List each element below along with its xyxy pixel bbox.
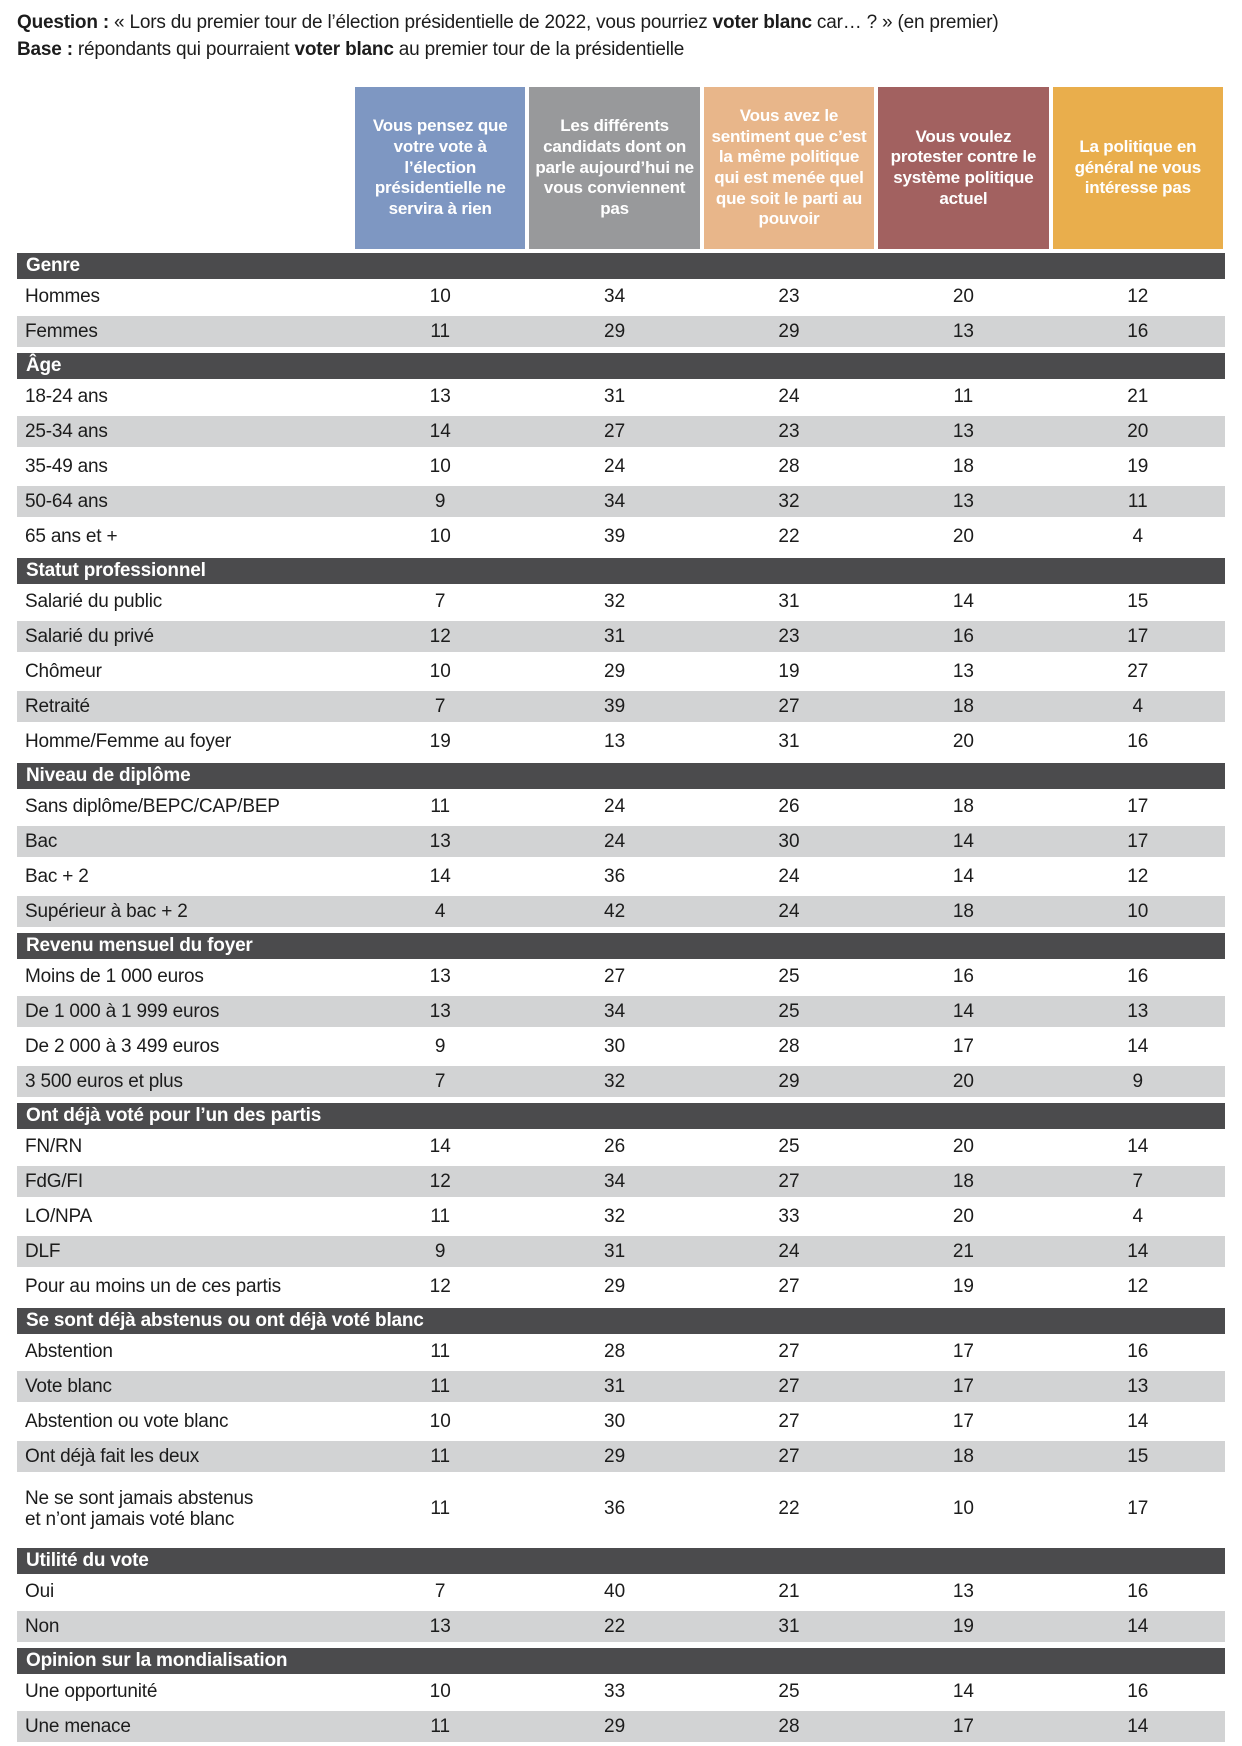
- column-header-label: La politique en général ne vous intéresse pas: [1074, 136, 1201, 198]
- value-cell: 17: [952, 1035, 974, 1057]
- table-row: [17, 689, 1225, 724]
- value-cell: 18: [952, 900, 974, 922]
- table-row: [17, 1064, 1225, 1099]
- value-cell: 14: [1127, 1240, 1149, 1262]
- value-cell: 24: [778, 385, 800, 407]
- table-row: [17, 1474, 1225, 1544]
- value-cell: 11: [953, 385, 974, 407]
- column-header-2: [529, 87, 699, 249]
- value-cell: 22: [778, 525, 800, 547]
- value-cell: 23: [778, 420, 800, 442]
- table-row: [17, 1709, 1225, 1744]
- table-row: [17, 1439, 1225, 1474]
- section-header: [17, 253, 1225, 279]
- row-label: Non: [25, 1615, 60, 1637]
- value-cell: 10: [1127, 900, 1149, 922]
- value-cell: 17: [1127, 830, 1149, 852]
- value-cell: 17: [952, 1410, 974, 1432]
- table-row: [17, 1199, 1225, 1234]
- section-header: [17, 933, 1225, 959]
- value-cell: 14: [429, 420, 451, 442]
- table-row: [17, 379, 1225, 414]
- value-cell: 14: [1127, 1135, 1149, 1157]
- value-cell: 27: [778, 1375, 800, 1397]
- value-cell: 14: [1127, 1035, 1149, 1057]
- value-cell: 32: [604, 1205, 626, 1227]
- value-cell: 18: [952, 455, 974, 477]
- table-row: [17, 414, 1225, 449]
- row-label: 25-34 ans: [25, 420, 108, 442]
- row-label: Abstention: [25, 1340, 113, 1362]
- value-cell: 16: [1127, 1580, 1149, 1602]
- value-cell: 29: [604, 1715, 626, 1737]
- value-cell: 27: [778, 695, 800, 717]
- value-cell: 30: [604, 1410, 626, 1432]
- table-row: [17, 994, 1225, 1029]
- value-cell: 24: [604, 455, 626, 477]
- row-label: Homme/Femme au foyer: [25, 730, 232, 752]
- value-cell: 29: [604, 1445, 626, 1467]
- value-cell: 12: [429, 1275, 451, 1297]
- value-cell: 17: [952, 1375, 974, 1397]
- value-cell: 33: [604, 1680, 626, 1702]
- section-header: [17, 1308, 1225, 1334]
- value-cell: 29: [778, 1070, 800, 1092]
- section-title: Se sont déjà abstenus ou ont déjà voté blanc: [26, 1310, 424, 1331]
- table-row: [17, 1129, 1225, 1164]
- value-cell: 34: [604, 490, 626, 512]
- table-row: [17, 859, 1225, 894]
- value-cell: 23: [778, 625, 800, 647]
- value-cell: 34: [604, 1170, 626, 1192]
- value-cell: 17: [1127, 1498, 1149, 1519]
- base-bold: voter blanc: [294, 39, 394, 60]
- value-cell: 20: [952, 730, 974, 752]
- row-label: De 1 000 à 1 999 euros: [25, 1000, 220, 1022]
- table-row: [17, 1674, 1225, 1709]
- row-label: Retraité: [25, 695, 90, 717]
- section-header: [17, 1103, 1225, 1129]
- value-cell: 42: [604, 900, 626, 922]
- value-cell: 11: [430, 1715, 451, 1737]
- row-label: Salarié du privé: [25, 625, 154, 647]
- value-cell: 7: [434, 1070, 446, 1092]
- row-label: 65 ans et +: [25, 525, 118, 547]
- value-cell: 27: [778, 1340, 800, 1362]
- value-cell: 12: [429, 1170, 451, 1192]
- value-cell: 14: [952, 1000, 974, 1022]
- row-label: Supérieur à bac + 2: [25, 900, 188, 922]
- section-title: Âge: [26, 355, 62, 376]
- value-cell: 25: [778, 1135, 800, 1157]
- value-cell: 21: [1127, 385, 1149, 407]
- table-row: [17, 654, 1225, 689]
- question-label: Question :: [17, 12, 109, 33]
- value-cell: 9: [1132, 1070, 1144, 1092]
- value-cell: 26: [604, 1135, 626, 1157]
- value-cell: 14: [952, 1680, 974, 1702]
- value-cell: 14: [952, 830, 974, 852]
- table-row: [17, 1404, 1225, 1439]
- value-cell: 27: [604, 420, 626, 442]
- row-label: 35-49 ans: [25, 455, 108, 477]
- value-cell: 13: [1127, 1000, 1149, 1022]
- value-cell: 7: [1132, 1170, 1144, 1192]
- section-header: [17, 763, 1225, 789]
- value-cell: 9: [434, 1035, 446, 1057]
- column-headers: [17, 87, 1225, 249]
- section-title: Revenu mensuel du foyer: [26, 935, 253, 956]
- row-label: Ont déjà fait les deux: [25, 1445, 200, 1467]
- value-cell: 19: [952, 1615, 974, 1637]
- table-row: [17, 1029, 1225, 1064]
- value-cell: 27: [778, 1275, 800, 1297]
- value-cell: 28: [604, 1340, 626, 1362]
- row-label: FN/RN: [25, 1135, 83, 1157]
- value-cell: 21: [778, 1580, 800, 1602]
- row-label: Abstention ou vote blanc: [25, 1410, 229, 1432]
- section-title: Opinion sur la mondialisation: [26, 1650, 288, 1671]
- table-row: [17, 619, 1225, 654]
- value-cell: 29: [604, 320, 626, 342]
- base-line: [17, 36, 1242, 63]
- value-cell: 11: [430, 320, 451, 342]
- section-title: Niveau de diplôme: [26, 765, 191, 786]
- column-header-3: [704, 87, 874, 249]
- value-cell: 29: [604, 1275, 626, 1297]
- value-cell: 33: [778, 1205, 800, 1227]
- column-header-label: Les différents candidats dont on parle aujourd’hui ne vous conviennent pas: [535, 116, 694, 219]
- value-cell: 31: [778, 1615, 800, 1637]
- row-label: Femmes: [25, 320, 98, 342]
- table-row: [17, 519, 1225, 554]
- table-area: [17, 87, 1225, 1744]
- table-row: [17, 1609, 1225, 1644]
- value-cell: 16: [1127, 320, 1149, 342]
- question-line: [17, 9, 1242, 36]
- value-cell: 10: [952, 1498, 974, 1519]
- crosstab-table: [17, 253, 1225, 1744]
- value-cell: 17: [952, 1340, 974, 1362]
- row-label: Vote blanc: [25, 1375, 112, 1397]
- value-cell: 17: [1127, 795, 1149, 817]
- base-label: Base :: [17, 39, 73, 60]
- value-cell: 32: [604, 590, 626, 612]
- column-header-label: Vous avez le sentiment que c’est la même politique qui est menée quel que soit le parti au pouvoir: [711, 105, 867, 229]
- value-cell: 13: [429, 830, 451, 852]
- column-header-4: [878, 87, 1048, 249]
- value-cell: 30: [604, 1035, 626, 1057]
- value-cell: 17: [952, 1715, 974, 1737]
- column-header-label: Vous pensez que votre vote à l’élection présidentielle ne servira à rien: [372, 116, 508, 219]
- value-cell: 20: [952, 525, 974, 547]
- value-cell: 28: [778, 1035, 800, 1057]
- value-cell: 17: [1127, 625, 1149, 647]
- value-cell: 24: [604, 830, 626, 852]
- value-cell: 13: [952, 1580, 974, 1602]
- value-cell: 4: [1132, 1205, 1144, 1227]
- value-cell: 20: [952, 1205, 974, 1227]
- table-row: [17, 449, 1225, 484]
- value-cell: 10: [429, 285, 451, 307]
- value-cell: 30: [778, 830, 800, 852]
- value-cell: 24: [778, 900, 800, 922]
- value-cell: 28: [778, 1715, 800, 1737]
- value-cell: 7: [434, 1580, 446, 1602]
- value-cell: 11: [430, 1375, 451, 1397]
- section-header: [17, 1548, 1225, 1574]
- value-cell: 32: [604, 1070, 626, 1092]
- value-cell: 32: [778, 490, 800, 512]
- value-cell: 25: [778, 1680, 800, 1702]
- header-spacer: [17, 87, 353, 249]
- value-cell: 16: [1127, 965, 1149, 987]
- value-cell: 11: [430, 1445, 451, 1467]
- value-cell: 12: [1127, 285, 1149, 307]
- table-row: [17, 1269, 1225, 1304]
- value-cell: 36: [604, 865, 626, 887]
- value-cell: 18: [952, 695, 974, 717]
- row-label: De 2 000 à 3 499 euros: [25, 1035, 220, 1057]
- value-cell: 14: [952, 590, 974, 612]
- value-cell: 22: [604, 1615, 626, 1637]
- table-row: [17, 279, 1225, 314]
- value-cell: 27: [778, 1170, 800, 1192]
- value-cell: 15: [1127, 590, 1149, 612]
- section-header: [17, 1648, 1225, 1674]
- section-title: Utilité du vote: [26, 1550, 149, 1571]
- value-cell: 11: [430, 795, 451, 817]
- value-cell: 29: [778, 320, 800, 342]
- value-cell: 24: [778, 1240, 800, 1262]
- value-cell: 24: [778, 865, 800, 887]
- table-row: [17, 894, 1225, 929]
- value-cell: 13: [429, 965, 451, 987]
- value-cell: 34: [604, 1000, 626, 1022]
- value-cell: 20: [1127, 420, 1149, 442]
- table-row: [17, 1334, 1225, 1369]
- value-cell: 39: [604, 695, 626, 717]
- value-cell: 7: [434, 695, 446, 717]
- row-label: Chômeur: [25, 660, 102, 682]
- value-cell: 20: [952, 1070, 974, 1092]
- value-cell: 10: [429, 660, 451, 682]
- section-header: [17, 353, 1225, 379]
- value-cell: 9: [434, 490, 446, 512]
- row-label: Bac + 2: [25, 865, 89, 887]
- value-cell: 10: [429, 525, 451, 547]
- question-text: « Lors du premier tour de l’élection présidentielle de 2022, vous pourriez: [108, 12, 713, 33]
- value-cell: 14: [1127, 1410, 1149, 1432]
- column-header-5: [1053, 87, 1223, 249]
- value-cell: 27: [604, 965, 626, 987]
- value-cell: 10: [429, 1680, 451, 1702]
- row-label: Une opportunité: [25, 1680, 158, 1702]
- value-cell: 12: [429, 625, 451, 647]
- row-label: Hommes: [25, 285, 100, 307]
- row-label: Moins de 1 000 euros: [25, 965, 204, 987]
- value-cell: 14: [429, 1135, 451, 1157]
- row-label: Bac: [25, 830, 58, 852]
- value-cell: 31: [604, 625, 626, 647]
- value-cell: 18: [952, 1445, 974, 1467]
- row-label: FdG/FI: [25, 1170, 83, 1192]
- table-row: [17, 1234, 1225, 1269]
- value-cell: 13: [604, 730, 626, 752]
- value-cell: 13: [429, 1000, 451, 1022]
- value-cell: 25: [778, 1000, 800, 1022]
- value-cell: 4: [1132, 695, 1144, 717]
- value-cell: 13: [952, 490, 974, 512]
- value-cell: 7: [434, 590, 446, 612]
- value-cell: 13: [429, 385, 451, 407]
- row-label: Sans diplôme/BEPC/CAP/BEP: [25, 795, 280, 817]
- value-cell: 19: [952, 1275, 974, 1297]
- value-cell: 11: [1127, 490, 1148, 512]
- value-cell: 10: [429, 1410, 451, 1432]
- table-row: [17, 959, 1225, 994]
- table-row: [17, 314, 1225, 349]
- value-cell: 19: [429, 730, 451, 752]
- value-cell: 11: [430, 1340, 451, 1362]
- value-cell: 31: [604, 1375, 626, 1397]
- value-cell: 34: [604, 285, 626, 307]
- value-cell: 39: [604, 525, 626, 547]
- value-cell: 13: [952, 420, 974, 442]
- value-cell: 11: [430, 1205, 451, 1227]
- value-cell: 14: [1127, 1615, 1149, 1637]
- value-cell: 15: [1127, 1445, 1149, 1467]
- value-cell: 27: [778, 1445, 800, 1467]
- value-cell: 14: [429, 865, 451, 887]
- value-cell: 13: [952, 320, 974, 342]
- row-label: Salarié du public: [25, 590, 163, 612]
- section-title: Ont déjà voté pour l’un des partis: [26, 1105, 322, 1126]
- row-label: Oui: [25, 1580, 54, 1602]
- value-cell: 22: [778, 1498, 800, 1519]
- value-cell: 11: [430, 1498, 451, 1519]
- table-row: [17, 484, 1225, 519]
- row-label: 3 500 euros et plus: [25, 1070, 183, 1092]
- value-cell: 23: [778, 285, 800, 307]
- column-header-label: Vous voulez protester contre le système politique actuel: [890, 126, 1037, 208]
- value-cell: 27: [1127, 660, 1149, 682]
- value-cell: 16: [952, 965, 974, 987]
- value-cell: 14: [1127, 1715, 1149, 1737]
- value-cell: 24: [604, 795, 626, 817]
- value-cell: 10: [429, 455, 451, 477]
- table-row: [17, 584, 1225, 619]
- section-title: Statut professionnel: [26, 560, 206, 581]
- row-label: 18-24 ans: [25, 385, 108, 407]
- value-cell: 19: [1127, 455, 1149, 477]
- value-cell: 12: [1127, 1275, 1149, 1297]
- value-cell: 9: [434, 1240, 446, 1262]
- value-cell: 31: [778, 590, 800, 612]
- table-row: [17, 789, 1225, 824]
- value-cell: 25: [778, 965, 800, 987]
- table-row: [17, 1369, 1225, 1404]
- value-cell: 36: [604, 1498, 626, 1519]
- value-cell: 4: [1132, 525, 1144, 547]
- value-cell: 16: [1127, 1340, 1149, 1362]
- value-cell: 29: [604, 660, 626, 682]
- question-tail: car… ? » (en premier): [811, 12, 999, 33]
- base-tail: au premier tour de la présidentielle: [393, 39, 685, 60]
- row-label: Une menace: [25, 1715, 131, 1737]
- row-label: DLF: [25, 1240, 61, 1262]
- value-cell: 31: [604, 385, 626, 407]
- table-row: [17, 724, 1225, 759]
- column-header-1: [355, 87, 525, 249]
- section-title: Genre: [26, 255, 80, 276]
- value-cell: 18: [952, 795, 974, 817]
- value-cell: 4: [434, 900, 446, 922]
- table-row: [17, 1164, 1225, 1199]
- value-cell: 31: [604, 1240, 626, 1262]
- section-header: [17, 558, 1225, 584]
- value-cell: 19: [778, 660, 800, 682]
- table-row: [17, 1574, 1225, 1609]
- value-cell: 12: [1127, 865, 1149, 887]
- value-cell: 14: [952, 865, 974, 887]
- value-cell: 13: [1127, 1375, 1149, 1397]
- value-cell: 27: [778, 1410, 800, 1432]
- value-cell: 16: [1127, 730, 1149, 752]
- value-cell: 16: [1127, 1680, 1149, 1702]
- row-label: Ne se sont jamais abstenus et n’ont jamais voté blanc: [25, 1487, 254, 1530]
- value-cell: 21: [952, 1240, 974, 1262]
- value-cell: 18: [952, 1170, 974, 1192]
- value-cell: 13: [952, 660, 974, 682]
- value-cell: 28: [778, 455, 800, 477]
- value-cell: 20: [952, 285, 974, 307]
- value-cell: 20: [952, 1135, 974, 1157]
- row-label: 50-64 ans: [25, 490, 108, 512]
- value-cell: 16: [952, 625, 974, 647]
- value-cell: 13: [429, 1615, 451, 1637]
- row-label: Pour au moins un de ces partis: [25, 1275, 281, 1297]
- value-cell: 26: [778, 795, 800, 817]
- question-bold: voter blanc: [712, 12, 812, 33]
- table-row: [17, 824, 1225, 859]
- intro: [0, 0, 1242, 63]
- value-cell: 31: [778, 730, 800, 752]
- row-label: LO/NPA: [25, 1205, 93, 1227]
- base-text: répondants qui pourraient: [72, 39, 295, 60]
- value-cell: 40: [604, 1580, 626, 1602]
